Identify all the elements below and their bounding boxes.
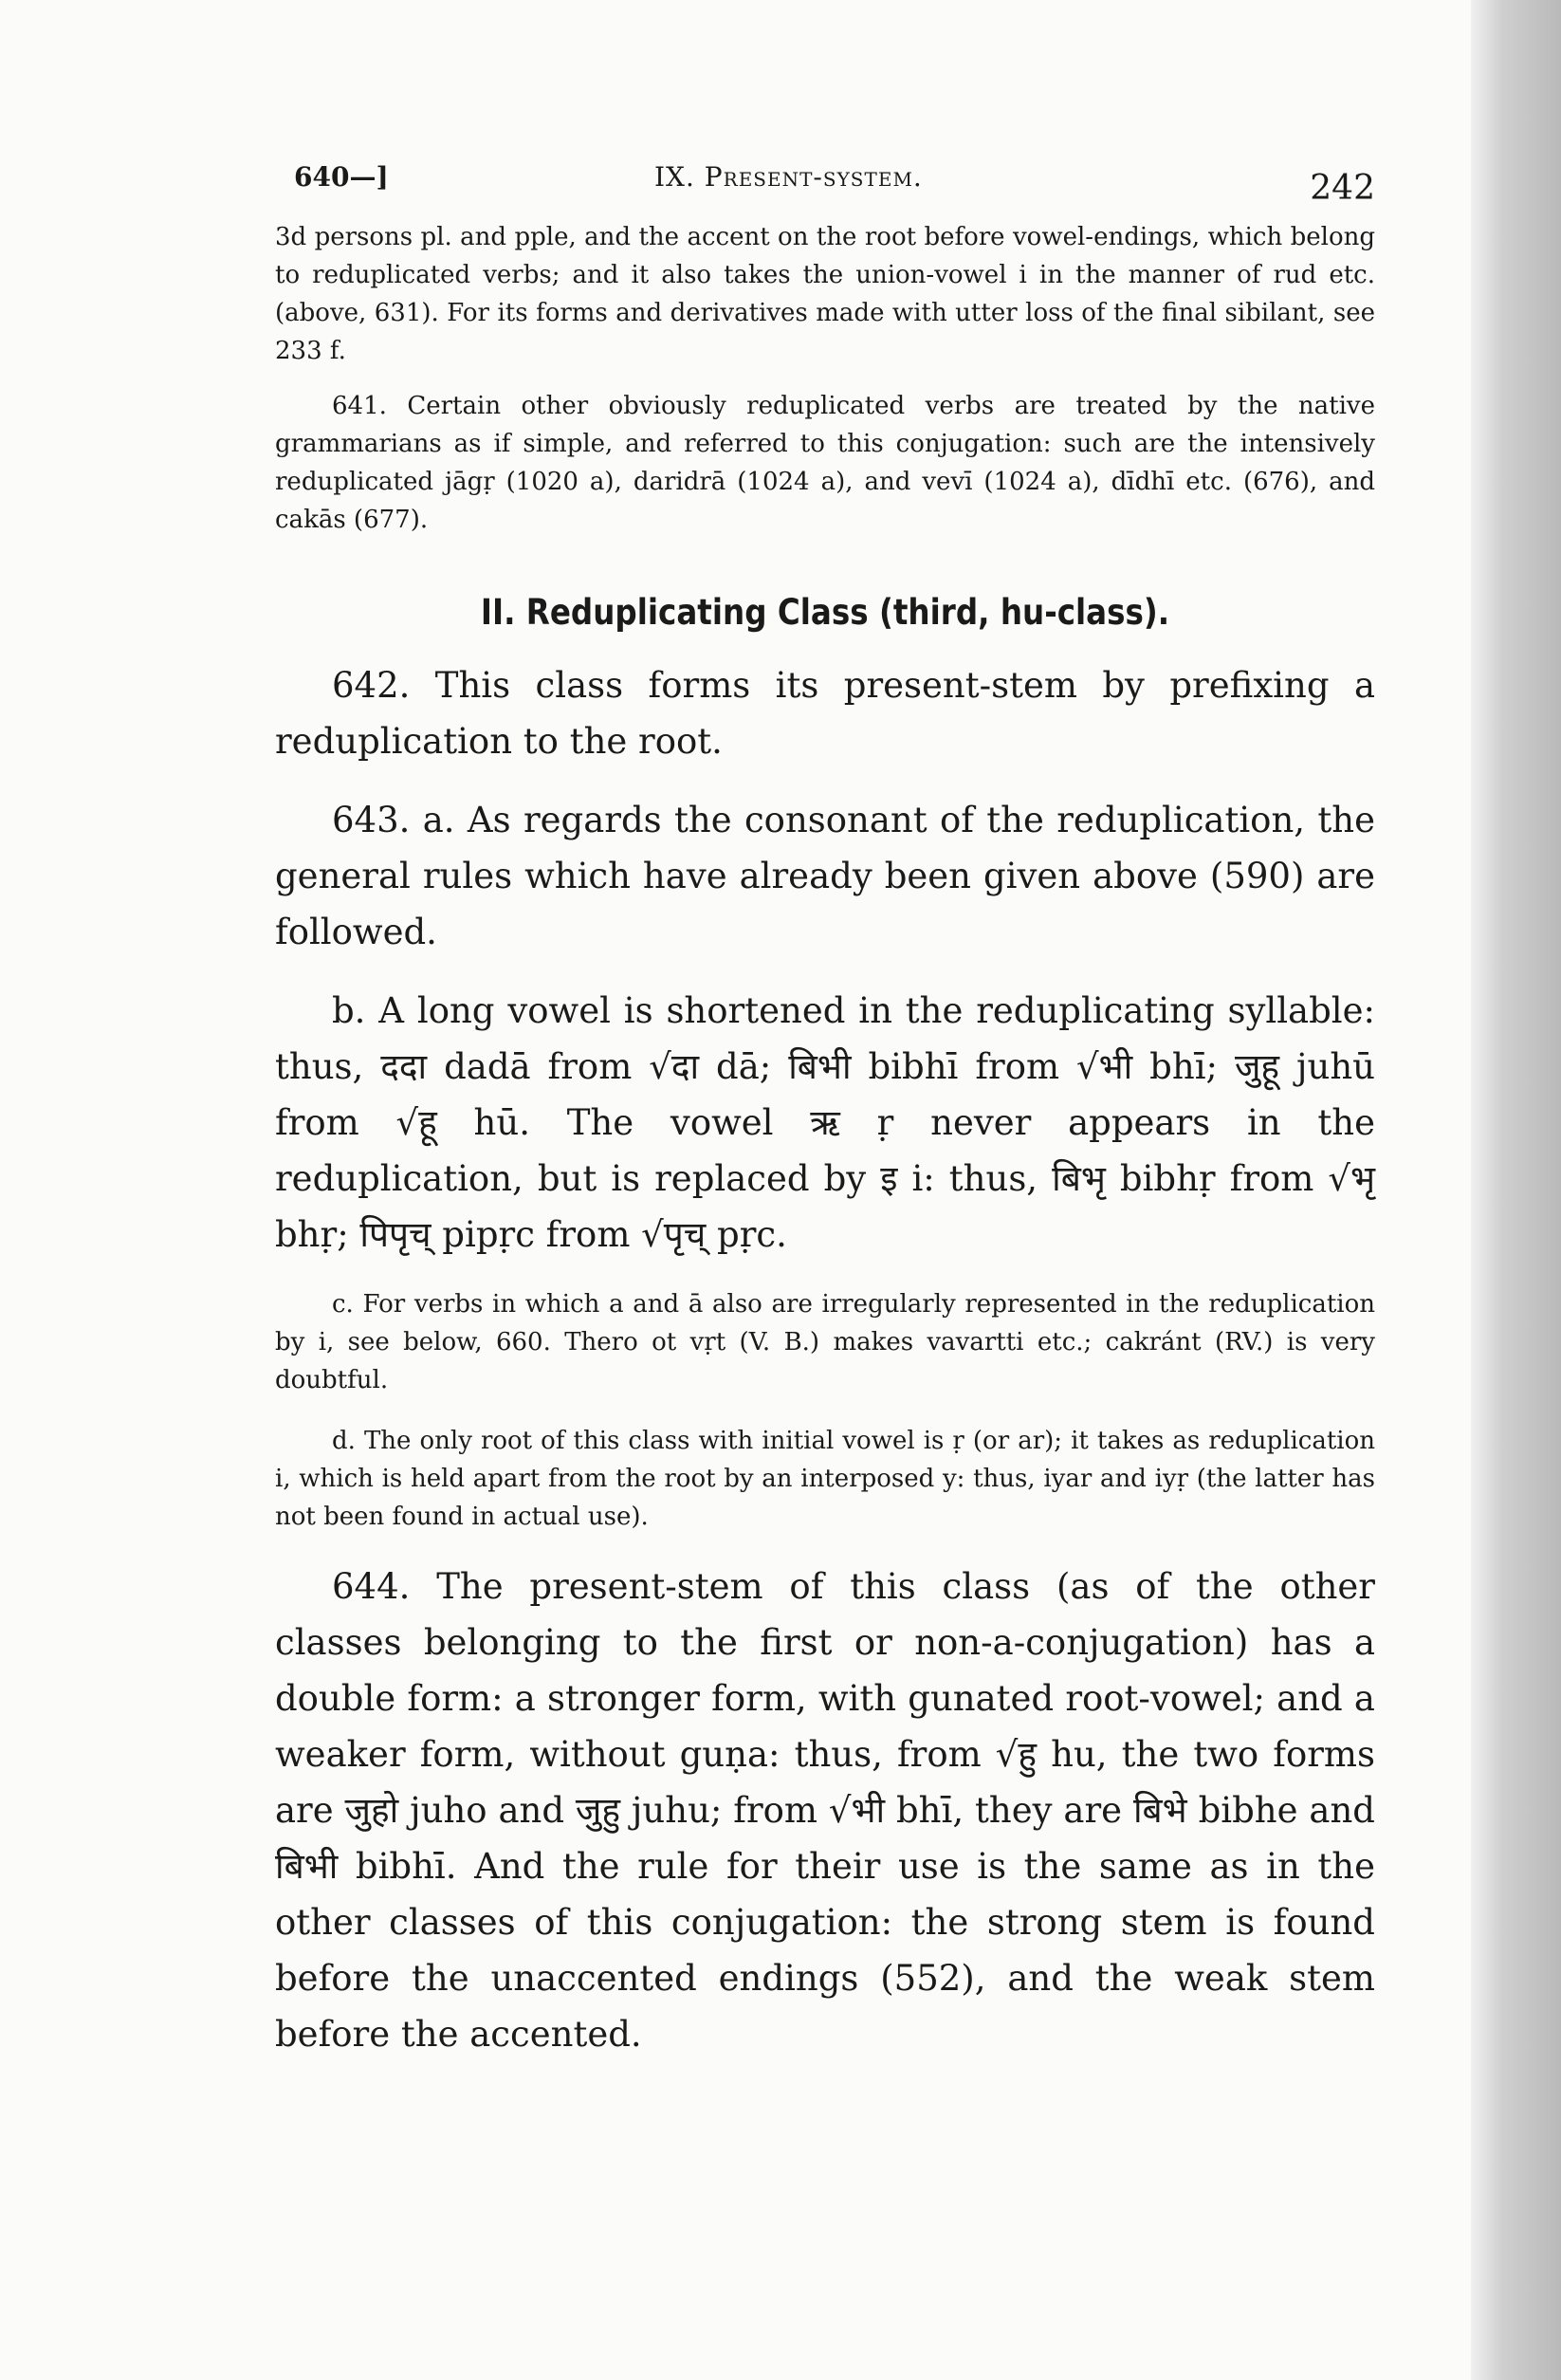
paragraph-643a: 643. a. As regards the consonant of the reduplication, the general rules which have already been given above (590) are followed.: [275, 800, 1375, 952]
section-reference: 640—]: [294, 161, 389, 193]
section-heading: II. Reduplicating Class (third, hu-class).: [480, 592, 1170, 633]
paragraph-641: 641. Certain other obviously reduplicated verbs are treated by the native grammarians as if simple, and referred to this conjugation: such are the intensively reduplicated jāgṛ (1020 a), daridrā (1024 a), and vevī (1024 a), dīdhī etc. (676), and cakās (677).: [275, 392, 1375, 534]
paragraph-643c: c. For verbs in which a and ā also are irregularly represented in the reduplication by i, see below, 660. Thero ot vṛt (V. B.) makes vavartti etc.; cakránt (RV.) is very doubtful.: [275, 1290, 1375, 1394]
paragraph-644: 644. The present-stem of this class (as of the other classes belonging to the first or non-a-conjugation) has a double form: a stronger form, with gunated root-vowel; and a weaker form, without guṇa: thus, from √हु hu, the two forms are जुहो juho and जुहु juhu; from √भी bhī, they are बिभे bibhe and बिभी bibhī. And the rule for their use is the same as in the other classes of this conjugation: the strong stem is found before the unaccented endings (552), and the weak stem before the accented.: [275, 1566, 1375, 2055]
paragraph-643b: b. A long vowel is shortened in the reduplicating syllable: thus, ददा dadā from √दा dā; बिभी bibhī from √भी bhī; जुहू juhū from √हू hū. The vowel ऋ ṛ never appears in the reduplication, but is replaced by इ i: thus, बिभृ bibhṛ from √भृ bhṛ; पिपृच् pipṛc from √पृच् pṛc.: [275, 990, 1375, 1255]
paragraph-642: 642. This class forms its present-stem by prefixing a reduplication to the root.: [275, 665, 1375, 762]
chapter-title: IX. Present-system.: [654, 161, 923, 193]
paragraph-640-continued: 3d persons pl. and pple, and the accent on the root before vowel-endings, which belong to reduplicated verbs; and it also takes the union-vowel i in the manner of rud etc. (above, 631). For its forms and derivatives made with utter loss of the final sibilant, see 233 f.: [275, 223, 1375, 365]
page-content: [275, 152, 1375, 2062]
running-header: [275, 152, 1375, 209]
page-number: 242: [1310, 169, 1375, 208]
book-gutter-shadow: [1471, 0, 1561, 2380]
paragraph-643d: d. The only root of this class with initial vowel is ṛ (or ar); it takes as reduplication i, which is held apart from the root by an interposed y: thus, iyar and iyṛ (the latter has not been found in actual use).: [275, 1427, 1375, 1531]
